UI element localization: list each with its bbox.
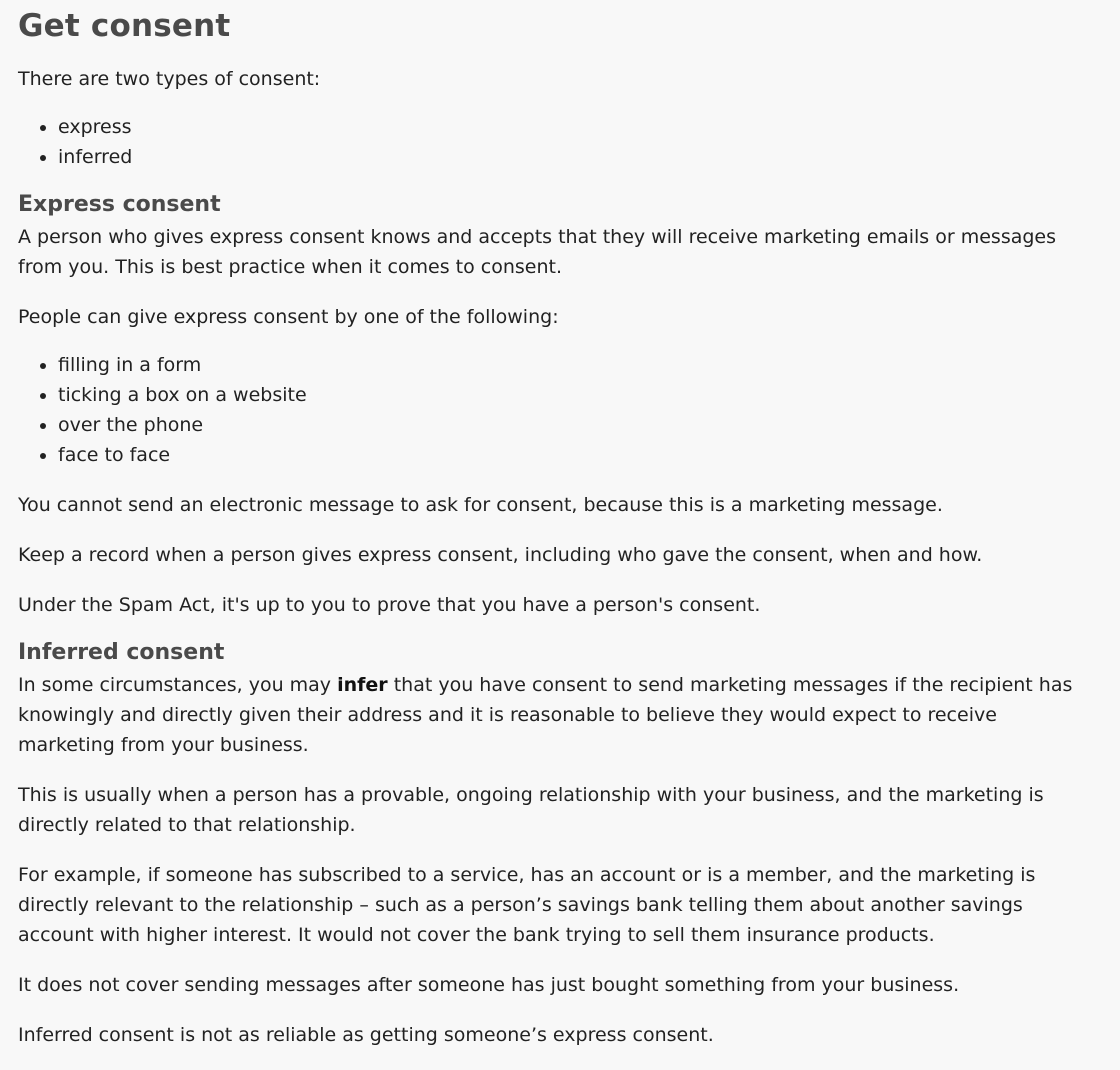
express-paragraph-1: A person who gives express consent knows and accepts that they will receive marketing emails or messages from you. This is best practice when it comes to consent. — [18, 226, 1057, 278]
list-item: • filling in a form — [58, 350, 1098, 380]
list-item: • over the phone — [58, 410, 1098, 440]
infer-emphasis: infer — [337, 674, 388, 696]
list-item: • express — [58, 112, 1098, 142]
list-item: • face to face — [58, 440, 1098, 470]
inferred-p1-after: that you have consent to send marketing messages if the recipient has knowingly and directly given their address and it is reasonable to believe they would expect to receive marketing from your business. — [18, 674, 1073, 756]
express-methods-list — [18, 350, 1098, 470]
inferred-paragraph-5: Inferred consent is not as reliable as getting someone’s express consent. — [18, 1024, 714, 1046]
express-paragraph-2: People can give express consent by one of the following: — [18, 306, 559, 328]
express-paragraph-3: You cannot send an electronic message to ask for consent, because this is a marketing message. — [18, 494, 943, 516]
inferred-paragraph-3: For example, if someone has subscribed to a service, has an account or is a member, and the marketing is directly relevant to the relationship – such as a person’s savings bank telling them about another savings account with higher interest. It would not cover the bank trying to sell them insurance products. — [18, 864, 1036, 946]
list-item: • inferred — [58, 142, 1098, 172]
express-consent-heading: Express consent — [18, 192, 221, 217]
consent-types-list — [18, 112, 1098, 172]
inferred-paragraph-2: This is usually when a person has a provable, ongoing relationship with your business, and the marketing is directly related to that relationship. — [18, 784, 1044, 836]
inferred-paragraph-4: It does not cover sending messages after someone has just bought something from your business. — [18, 974, 960, 996]
express-paragraph-5: Under the Spam Act, it's up to you to prove that you have a person's consent. — [18, 594, 761, 616]
inferred-consent-heading: Inferred consent — [18, 640, 225, 665]
page-title: Get consent — [18, 8, 231, 44]
inferred-paragraph-1 — [18, 670, 1098, 760]
inferred-p1-before: In some circumstances, you may — [18, 674, 338, 696]
article-content — [18, 0, 1098, 1070]
intro-paragraph: There are two types of consent: — [18, 68, 321, 90]
express-paragraph-4: Keep a record when a person gives express consent, including who gave the consent, when and how. — [18, 544, 983, 566]
list-item: • ticking a box on a website — [58, 380, 1098, 410]
